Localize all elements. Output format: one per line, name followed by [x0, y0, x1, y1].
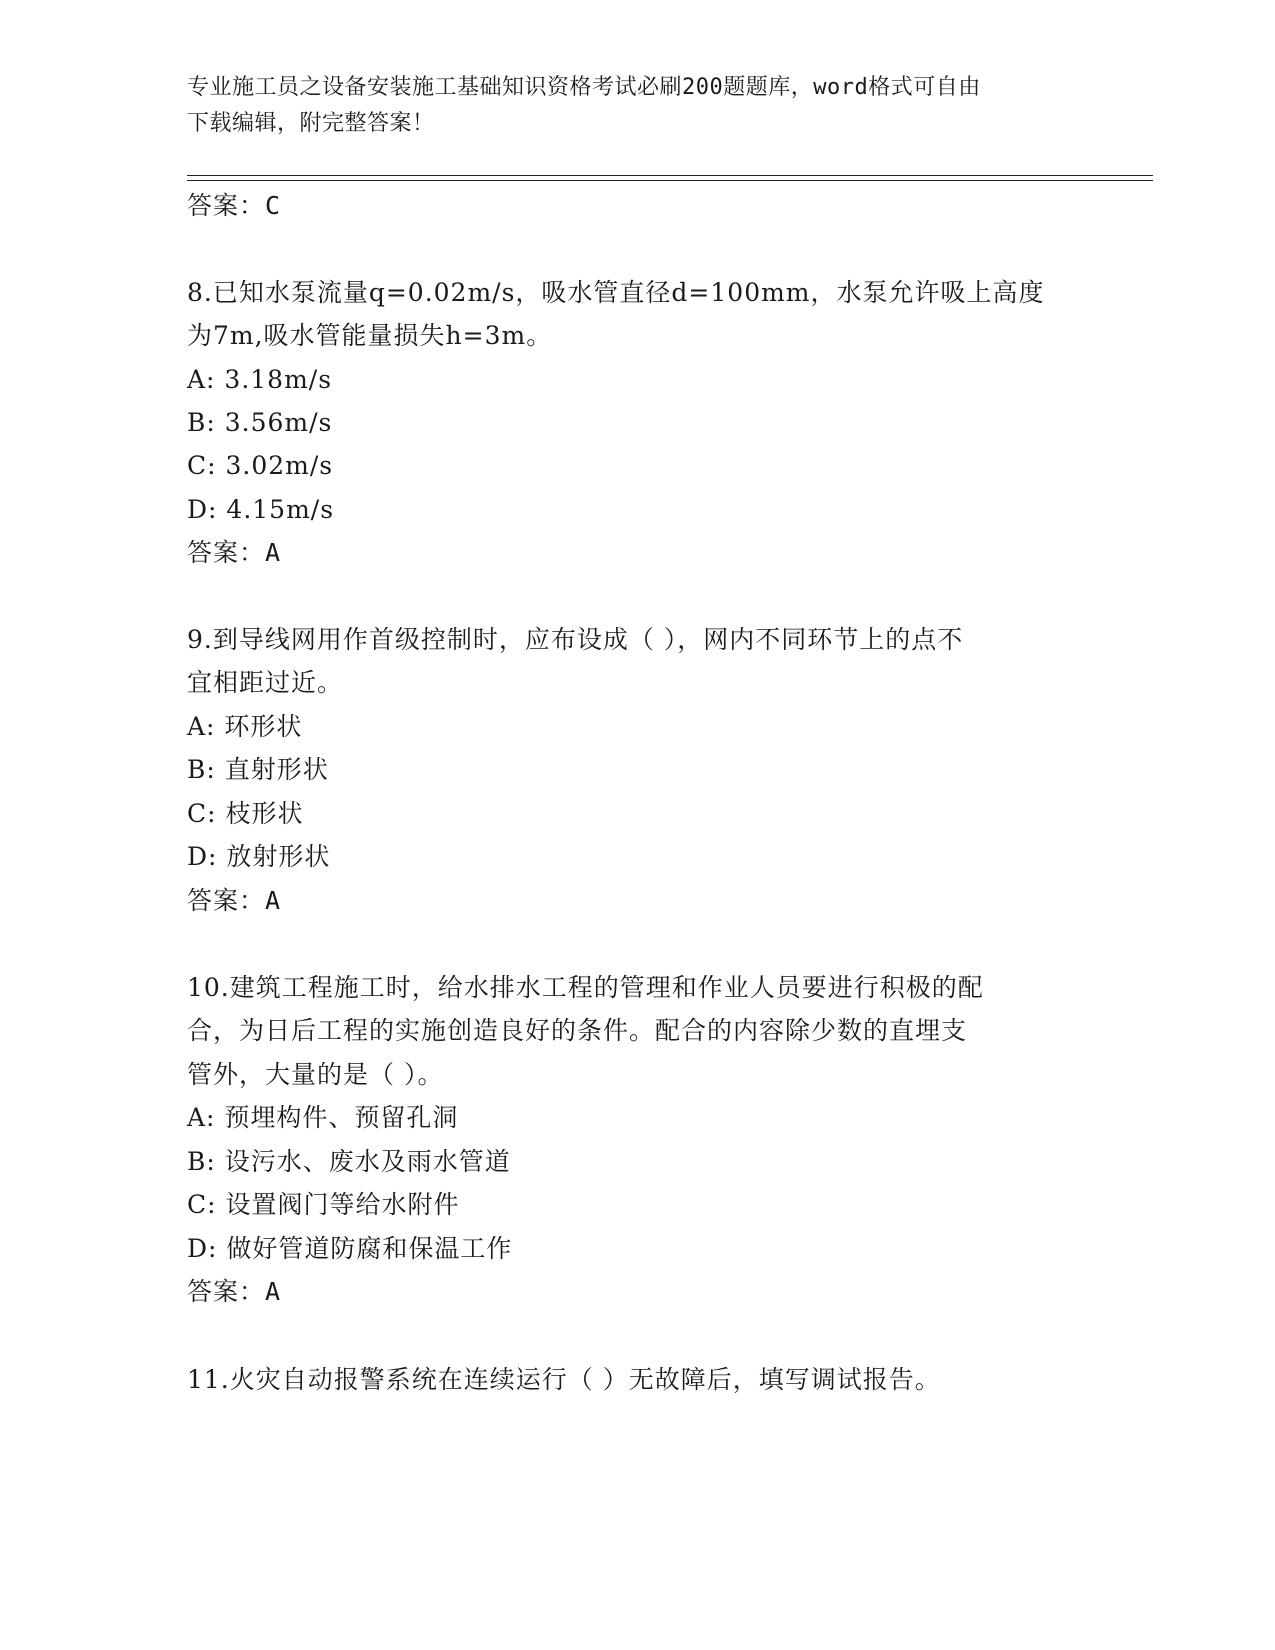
question-8-option-b: B: 3.56m/s	[187, 408, 333, 437]
question-10-answer: 答案：A	[187, 1277, 282, 1306]
question-10-option-d: D: 做好管道防腐和保温工作	[187, 1234, 513, 1263]
header-line-1: 专业施工员之设备安装施工基础知识资格考试必刷200题题库，word格式可自由	[187, 75, 981, 100]
question-10-stem-line-2: 合，为日后工程的实施创造良好的条件。配合的内容除少数的直埋支	[187, 1016, 968, 1045]
question-9-answer: 答案：A	[187, 886, 282, 915]
header-divider-bottom	[187, 180, 1153, 181]
question-10-option-b: B: 设污水、废水及雨水管道	[187, 1147, 511, 1176]
question-11-stem-line-1: 11.火灾自动报警系统在连续运行（ ）无故障后，填写调试报告。	[187, 1365, 941, 1394]
question-9-option-a: A: 环形状	[187, 712, 303, 741]
question-8-option-d: D: 4.15m/s	[187, 495, 335, 524]
question-10-stem-line-1: 10.建筑工程施工时，给水排水工程的管理和作业人员要进行积极的配	[187, 973, 984, 1002]
question-8-stem-line-1: 8.已知水泵流量q=0.02m/s，吸水管直径d=100mm，水泵允许吸上高度	[187, 278, 1045, 307]
question-9-stem-line-1: 9.到导线网用作首级控制时，应布设成（ ），网内不同环节上的点不	[187, 625, 964, 654]
question-10-option-a: A: 预埋构件、预留孔洞	[187, 1103, 459, 1132]
question-9-stem-line-2: 宜相距过近。	[187, 668, 344, 697]
question-9-option-d: D: 放射形状	[187, 842, 331, 871]
question-8-option-c: C: 3.02m/s	[187, 451, 334, 480]
question-10-stem-line-3: 管外，大量的是（ ）。	[187, 1060, 444, 1089]
question-10-option-c: C: 设置阀门等给水附件	[187, 1190, 460, 1219]
previous-answer: 答案：C	[187, 191, 282, 220]
header-divider-top	[187, 175, 1153, 176]
question-9-option-b: B: 直射形状	[187, 755, 329, 784]
question-8-answer: 答案：A	[187, 538, 282, 567]
document-header	[187, 70, 1067, 142]
question-8-option-a: A: 3.18m/s	[187, 365, 333, 394]
question-8-stem-line-2: 为7m,吸水管能量损失h=3m。	[187, 321, 553, 350]
header-line-2: 下载编辑，附完整答案！	[187, 111, 435, 136]
question-9-option-c: C: 枝形状	[187, 799, 304, 828]
